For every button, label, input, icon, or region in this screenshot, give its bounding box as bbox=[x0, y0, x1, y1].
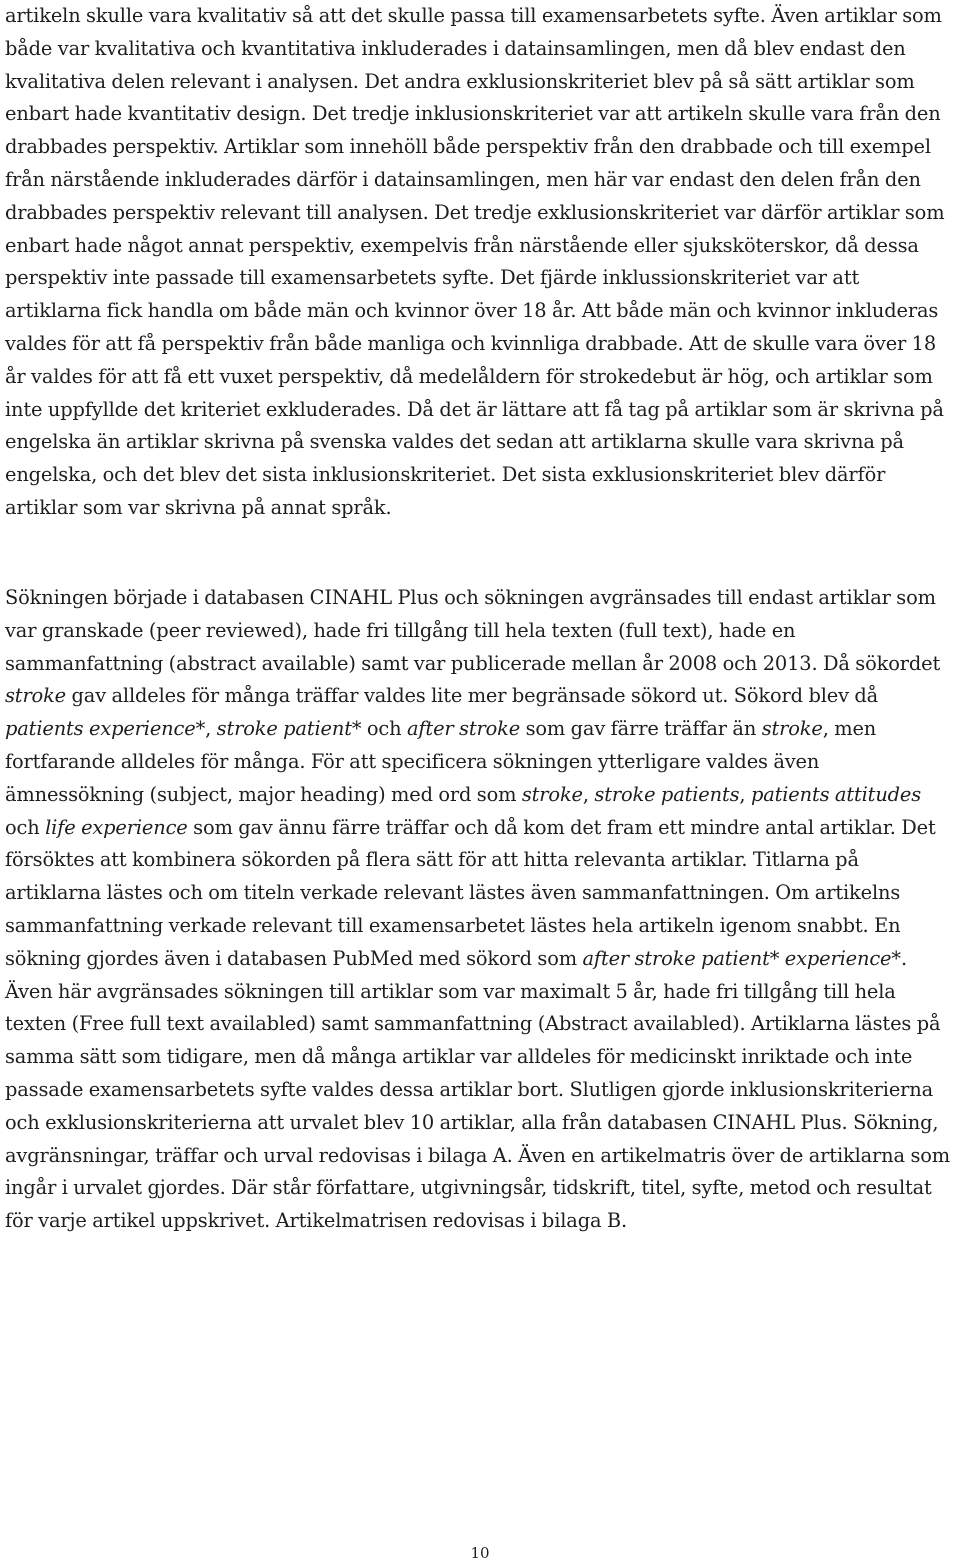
text-run: som gav ännu färre träffar och då kom det fram ett mindre antal artiklar. Det försöktes att kombinera sökorden på flera sätt för att hitta relevanta artiklar. Titlarna på artiklarna lästes och om titeln verkade relevant lästes även sammanfattningen. Om artikelns sammanfattning verkade relevant till examensarbetet lästes hela artikeln igenom snabbt. En sökning gjordes även i databasen PubMed med sökord som bbox=[5, 815, 936, 970]
text-run: artikeln skulle vara kvalitativ så att det skulle passa till examensarbetets syfte. Även artiklar som både var kvalitativa och kvantitativa inkluderades i datainsamlingen, men då blev endast den kvalitativa delen relevant i analysen. Det andra exklusionskriteriet blev på så sätt artiklar som enbart hade kvantitativ design. Det tredje inklusionskriteriet var att artikeln skulle vara från den drabbades perspektiv. Artiklar som innehöll både perspektiv från den drabbade och till exempel från närstående inkluderades därför i datainsamlingen, men här var endast den delen från den drabbades perspektiv relevant till analysen. Det tredje exklusionskriteriet var därför artiklar som enbart hade något annat perspektiv, exempelvis från närstående eller sjuksköterskor, då dessa perspektiv inte passade till examensarbetets syfte. Det fjärde inklussionskriteriet var att artiklarna fick handla om både män och kvinnor över 18 år. Att både män och kvinnor inkluderas valdes för att få perspektiv från både manliga och kvinnliga drabbade. Att de skulle vara över 18 år valdes för att få ett vuxet perspektiv, då medelåldern för strokedebut är hög, och artiklar som inte uppfyllde det kriteriet exkluderades. Då det är lättare att få tag på artiklar som är skrivna på engelska än artiklar skrivna på svenska valdes det sedan att artiklarna skulle vara skrivna på engelska, och det blev det sista inklusionskriteriet. Det sista exklusionskriteriet blev därför artiklar som var skrivna på annat språk. bbox=[5, 4, 945, 519]
text-run: . Även här avgränsades sökningen till artiklar som var maximalt 5 år, hade fri tillgång till hela texten (Free full text availabled) samt sammanfattning (Abstract availabled). Artiklarna lästes på samma sätt som tidigare, men då många artiklar var alldeles för medicinskt inriktade och inte passade examensarbetets syfte valdes dessa artiklar bort. Slutligen gjorde inklusionskriterierna och exklusionskriterierna att urvalet blev 10 artiklar, alla från databasen CINAHL Plus. Sökning, avgränsningar, träffar och urval redovisas i bilaga A. Även en artikelmatris över de artiklarna som ingår i urvalet gjordes. Där står författare, utgivningsår, tidskrift, titel, syfte, metod och resultat för varje artikel uppskrivet. Artikelmatrisen redovisas i bilaga B. bbox=[5, 946, 951, 1233]
italic-term: stroke patients bbox=[594, 782, 740, 806]
italic-term: stroke bbox=[521, 782, 583, 806]
text-run: *, bbox=[195, 717, 217, 741]
page-number: 10 bbox=[470, 1544, 490, 1562]
paragraph-inclusion-criteria bbox=[5, 0, 957, 525]
text-run: och bbox=[5, 815, 46, 839]
text-run: * och bbox=[351, 717, 407, 741]
text-run: Sökningen började i databasen CINAHL Plus och sökningen avgränsades till endast artiklar som var granskade (peer reviewed), hade fri tillgång till hela texten (full text), hade en sammanfattning (abstract available) samt var publicerade mellan år 2008 och 2013. Då sökordet bbox=[5, 586, 941, 675]
italic-term: after stroke bbox=[407, 717, 521, 741]
paragraph-search-method bbox=[5, 582, 957, 1238]
text-run: , men fortfarande alldeles för många. För att specificera sökningen ytterligare valdes även ämnessökning (subject, major heading) med ord som bbox=[5, 717, 877, 806]
italic-term: life experience bbox=[45, 815, 188, 839]
text-run: , bbox=[582, 782, 595, 806]
text-run: gav alldeles för många träffar valdes lite mer begränsade sökord ut. Sökord blev då bbox=[66, 684, 879, 708]
text-run: som gav färre träffar än bbox=[520, 717, 762, 741]
italic-term: stroke bbox=[5, 684, 67, 708]
italic-term: patients attitudes bbox=[750, 782, 922, 806]
italic-term: after stroke patient* experience* bbox=[582, 946, 901, 970]
italic-term: patients experience bbox=[5, 717, 196, 741]
italic-term: stroke bbox=[761, 717, 823, 741]
text-run: , bbox=[739, 782, 751, 806]
italic-term: stroke patient bbox=[216, 717, 352, 741]
